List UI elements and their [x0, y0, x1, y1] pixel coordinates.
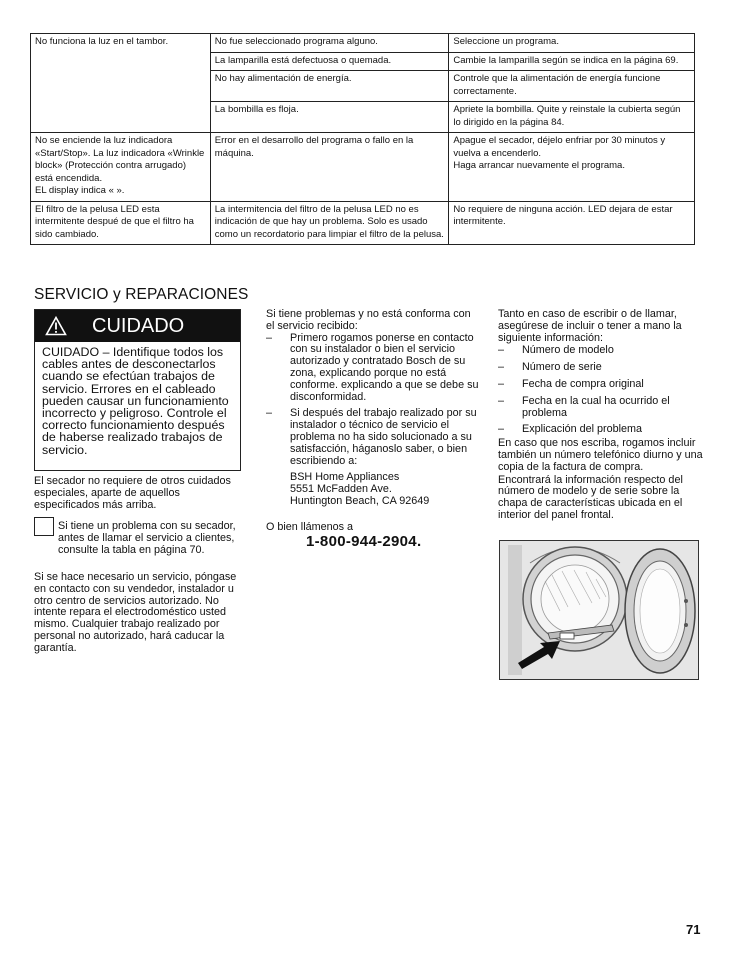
table-cell: Apriete la bombilla. Quite y reinstale la cubierta según lo dirigido en la página 84.: [449, 102, 695, 133]
table-cell: La lamparilla está defectuosa o quemada.: [210, 52, 449, 71]
list-item: – Explicación del problema: [498, 424, 703, 436]
mid-intro: Si tiene problemas y no está conforma con el servicio recibido:: [266, 308, 471, 332]
table-row: [31, 133, 695, 202]
cell-text: No se enciende la luz indicadora «Start/Stop». La luz indicadora «Wrinkle block» (Protección contra arrugado) está encendida.: [35, 135, 205, 184]
warning-text: [42, 346, 234, 456]
table-cell: No hay alimentación de energía.: [210, 71, 449, 102]
dryer-drawing: [500, 541, 698, 679]
middle-column: [266, 308, 481, 550]
care-paragraph: El secador no requiere de otros cuidados especiales, aparte de aquellos especificados más arriba.: [34, 475, 231, 511]
address-line: BSH Home Appliances: [290, 471, 400, 484]
list-item: – Primero rogamos ponerse en contacto con su instalador o bien el servicio autorizado y contratado Bosch de su zona, explicando porque no está conforme. explicando a que se debe su disconformidad.: [266, 333, 481, 404]
table-cell: Seleccione un programa.: [449, 34, 695, 53]
table-cell: Cambie la lamparilla según se indica en la página 69.: [449, 52, 695, 71]
table-cell: Controle que la alimentación de energía funcione correctamente.: [449, 71, 695, 102]
warning-box: [34, 309, 241, 471]
warning-lead: CUIDADO: [42, 345, 100, 359]
table-cell: [449, 133, 695, 202]
table-row: [31, 34, 695, 53]
list-item: – Número de serie: [498, 362, 703, 374]
list-item: – Número de modelo: [498, 345, 703, 357]
address-line: Huntington Beach, CA 92649: [290, 494, 430, 507]
cell-text: EL display indica « ».: [35, 185, 125, 196]
right-paragraph: En caso que nos escriba, rogamos incluir también un número telefónico diurno y una copia de la factura de compra.: [498, 437, 703, 473]
list-item: – Si después del trabajo realizado por su instalador o técnico de servicio el problema no ha sido solucionado a su satisfacción, háganoslo saber, o bien escribiendo a:: [266, 408, 481, 467]
table-cell: La intermitencia del filtro de la pelusa LED no es indicación de que hay un problema. Solo es usado como un recordatorio para limpiar el filtro de la pelusa.: [210, 201, 449, 245]
warning-body: – Identifique todos los cables antes de desconectarlos cuando se efectúan trabajos de servicio. Errores en el cableado pueden causar un funcionamiento incorrecto y peligroso. Controle el correcto funcionamiento después de haberse realizado trabajos de servicio.: [42, 345, 229, 457]
warning-triangle-icon: [45, 316, 67, 336]
table-cell: No funciona la luz en el tambor.: [31, 34, 211, 133]
phone-number: 1-800-944-2904.: [306, 532, 422, 550]
table-row: [31, 201, 695, 245]
page-number: 71: [686, 922, 701, 937]
warning-header: [35, 310, 240, 342]
cell-text: Haga arrancar nuevamente el programa.: [453, 160, 625, 171]
cell-text: Apague el secador, déjelo enfriar por 30 minutos y vuelva a encenderlo.: [453, 135, 666, 159]
address-line: 5551 McFadden Ave.: [290, 483, 392, 496]
address: [266, 472, 481, 507]
section-title: SERVICIO y REPARACIONES: [34, 286, 249, 303]
note-text: Si tiene un problema con su secador, antes de llamar el servicio a clientes, consulte la tabla en página 70.: [58, 520, 236, 556]
right-column: [498, 309, 703, 522]
dryer-illustration: [499, 540, 699, 680]
troubleshooting-table: [30, 33, 695, 245]
service-paragraph: Si se hace necesario un servicio, póngase en contacto con su vendedor, instalador u otro centro de servicios autorizado. No intente repara el electrodoméstico usted mismo. Cualquier trabajo realizado por personal no autorizado, hará caducar la garantía.: [34, 571, 237, 654]
table-cell: No requiere de ninguna acción. LED dejara de estar intermitente.: [449, 201, 695, 245]
list-item: – Fecha en la cual ha ocurrido el problema: [498, 396, 703, 420]
table-cell: El filtro de la pelusa LED esta intermitente despué de que el filtro ha sido cambiado.: [31, 201, 211, 245]
call-text: O bien llámenos a: [266, 520, 354, 533]
list-item: – Fecha de compra original: [498, 379, 703, 391]
note-box-icon: [34, 517, 54, 536]
table-cell: La bombilla es floja.: [210, 102, 449, 133]
warning-title: CUIDADO: [92, 315, 185, 337]
table-cell: [31, 133, 211, 202]
table-cell: Error en el desarrollo del programa o fallo en la máquina.: [210, 133, 449, 202]
right-paragraph: Encontrará la información respecto del número de modelo y de serie sobre la chapa de características ubicada en el interior del panel frontal.: [498, 473, 683, 521]
right-intro: Tanto en caso de escribir o de llamar, asegúrese de incluir o tener a mano la siguiente información:: [498, 308, 682, 344]
table-cell: No fue seleccionado programa alguno.: [210, 34, 449, 53]
